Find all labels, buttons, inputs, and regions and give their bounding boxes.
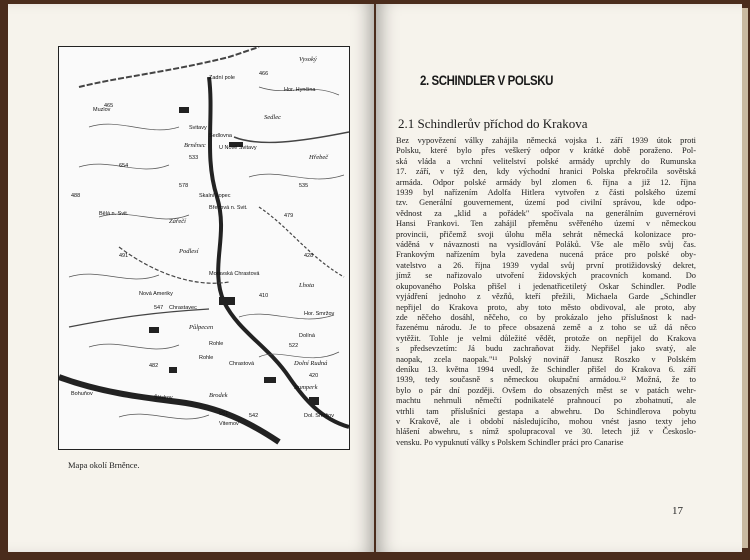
page-number: 17 (672, 505, 683, 517)
map-illustration (59, 47, 349, 449)
map-place-label: Chrastavec (169, 305, 197, 311)
map-place-label: Sedlec (264, 114, 281, 121)
map-place-label: Brněnec (184, 142, 206, 149)
map-place-label: Rohle (199, 355, 214, 361)
map-elevation-label: 522 (289, 343, 299, 349)
map-place-label: Chrastová (229, 361, 255, 367)
map-elevation-label: 420 (309, 373, 319, 379)
text-line: naopak, zcela naopak."¹¹ Polský novinář Janusz Roszko v Polském (396, 354, 696, 364)
text-line: vatelstvo a 26. října 1939 vydal svůj první protižidovský dekret, (396, 260, 696, 270)
map-place-label: Svitavy (189, 125, 207, 131)
text-line: vědnost za „klid a pořádek" spočívala na generálním guvernérovi (396, 208, 696, 218)
text-line: vtrhli tam příslušníci gestapa a abwehru. Do Schindlerova pobytu (396, 406, 696, 416)
map-place-label: Podlesí (179, 248, 199, 255)
text-line: v Krakově, ale i období následujícího, mohou vnést jasno texty jeho (396, 416, 696, 426)
map-of-brnenec-area (58, 46, 350, 450)
map-place-label: Bohuňov (71, 391, 93, 397)
map-elevation-label: 535 (299, 183, 309, 189)
map-place-label: Muzlov (93, 107, 111, 113)
map-place-label: Skalní kopec (199, 193, 231, 199)
text-line: s předsevzetím: Já budu zachraňovat židy. Nepřišel jako svatý, ale (396, 344, 696, 354)
map-place-label: Zářečí (169, 218, 186, 225)
text-line: zde něčeho dosáhl, něčeho, co by prokázalo jeho příslušnost k nad- (396, 312, 696, 322)
map-place-label: Hor. Smržov (304, 311, 335, 317)
text-line: deníku 13. května 1994 uvedl, že Schindler přišel do Krakova 6. září (396, 364, 696, 374)
map-elevation-label: 551 (219, 411, 229, 417)
text-line: bylo o pár dní později. Ovšem do obsazených měst se v patách wehr- (396, 385, 696, 395)
text-line: armáda. Odpor polské armády byl zlomen 6. října a již 12. října (396, 177, 696, 187)
map-elevation-label: 482 (149, 363, 159, 369)
map-place-label: Vitemov (219, 421, 239, 427)
map-place-label: Hor. Hynčina (284, 87, 316, 93)
text-line: hlášení abwehru, s nímž spolupracoval ve 30. letech již v Českoslo- (396, 427, 696, 437)
map-place-label: Březová n. Svit. (209, 205, 248, 211)
map-elevation-label: 479 (284, 213, 294, 219)
map-elevation-label: 428 (304, 253, 314, 259)
map-elevation-label: 410 (259, 293, 269, 299)
map-elevation-label: 578 (179, 183, 189, 189)
map-place-label: Šlédrov (154, 395, 173, 401)
map-place-label: Rohle (209, 341, 224, 347)
map-elevation-label: 491 (119, 253, 129, 259)
text-line: tzv. Generální gouvernement, území pod civilní správou, kde odpo- (396, 198, 696, 208)
map-place-label: Nová Ameriky (139, 291, 173, 297)
map-elevation-label: 542 (249, 413, 259, 419)
map-place-label: Bělá n. Svit. (99, 211, 129, 217)
map-place-label: Rumperk (294, 384, 318, 391)
text-line: váděná v návaznosti na vysídlování Poláků. Vše ale mělo svůj čas. (396, 240, 696, 250)
text-line: Bez vypovězení války zahájila německá vojska 1. září 1939 útok proti (396, 136, 696, 145)
text-line: provincii, přičemž svoji úlohu měla sehrát německá kolonizace pro- (396, 229, 696, 239)
map-place-label: U Nové Svitavy (219, 145, 257, 151)
map-elevation-label: 547 (154, 305, 164, 311)
map-place-label: Dolní Rudná (294, 360, 328, 367)
text-line: Frankovým nařízením byla zavedena nucená práce pro polské oby- (396, 250, 696, 260)
map-place-label: Dolíná (299, 333, 315, 339)
map-place-label: Půlpecen (189, 324, 214, 331)
map-elevation-label: 533 (189, 155, 199, 161)
map-elevation-label: 466 (259, 71, 269, 77)
map-caption: Mapa okolí Brněnce. (68, 460, 140, 470)
map-place-label: Lhota (299, 282, 315, 289)
map-elevation-label: 488 (71, 193, 81, 199)
text-line: vytěžit. Tohle je velmi důležité vědět, protože on nepřijel do Krakova (396, 333, 696, 343)
text-line: vensku. Po vypuknutí války s Polskem Schindler práci pro Canarise (396, 437, 624, 447)
text-line: nepřijel do Krakova proto, aby toto město obdivoval, ale proto, aby (396, 302, 696, 312)
map-place-label: Dol. Smržov (304, 413, 334, 419)
text-line: okupovaného Polska přišel i jedenatřicetiletý Oskar Schindler. Podle (396, 281, 696, 291)
text-line: 17. září, v týž den, kdy východní hranici Polska překročila sovětská (396, 167, 696, 177)
map-place-label: Zadní pole (209, 75, 235, 81)
body-text (396, 136, 696, 448)
text-line: machtu nehrnuli němečtí podnikatelé prahnoucí po zbohatnutí, ale (396, 396, 696, 406)
text-line: vyjádření jednoho z vězňů, kteří přežili, Michaela Garde „Schindler (396, 292, 696, 302)
text-line: jímž se nařizovalo utvoření židovských pracovních komand. Do (396, 271, 696, 281)
chapter-title: 2. SCHINDLER V POLSKU (420, 72, 554, 88)
section-title: 2.1 Schindlerův příchod do Krakova (398, 116, 588, 131)
text-line: 1939 byl nařízením Adolfa Hitlera vytvořen z části polského území (396, 188, 696, 198)
map-place-label: Hřebeč (309, 154, 329, 161)
text-line: 1939, tedy současně s německou okupační armádou.¹² Možná, že to (396, 375, 696, 385)
page-edges (742, 8, 748, 548)
map-place-label: Brodek (209, 392, 228, 399)
text-line: řazenému národu. Je to přece obsazená země a z toho se už dá něco (396, 323, 696, 333)
map-place-label: Sedlovna (209, 133, 232, 139)
map-elevation-label: 654 (119, 163, 129, 169)
left-page (8, 4, 374, 552)
text-line: Hansi Frankovi. Ten zahájil přeměnu svěřeného území v německou (396, 219, 696, 229)
map-elevation-label: 465 (104, 103, 114, 109)
map-place-label: Vysoký (299, 56, 317, 63)
map-place-label: Moravská Chrastová (209, 271, 260, 277)
text-line: ská vláda a vrchní velitelství polské armády uprchly do Rumunska (396, 156, 696, 166)
text-line: Polsku, které bylo přes veškerý odpor v krátké době poraženo. Pol- (396, 146, 696, 156)
